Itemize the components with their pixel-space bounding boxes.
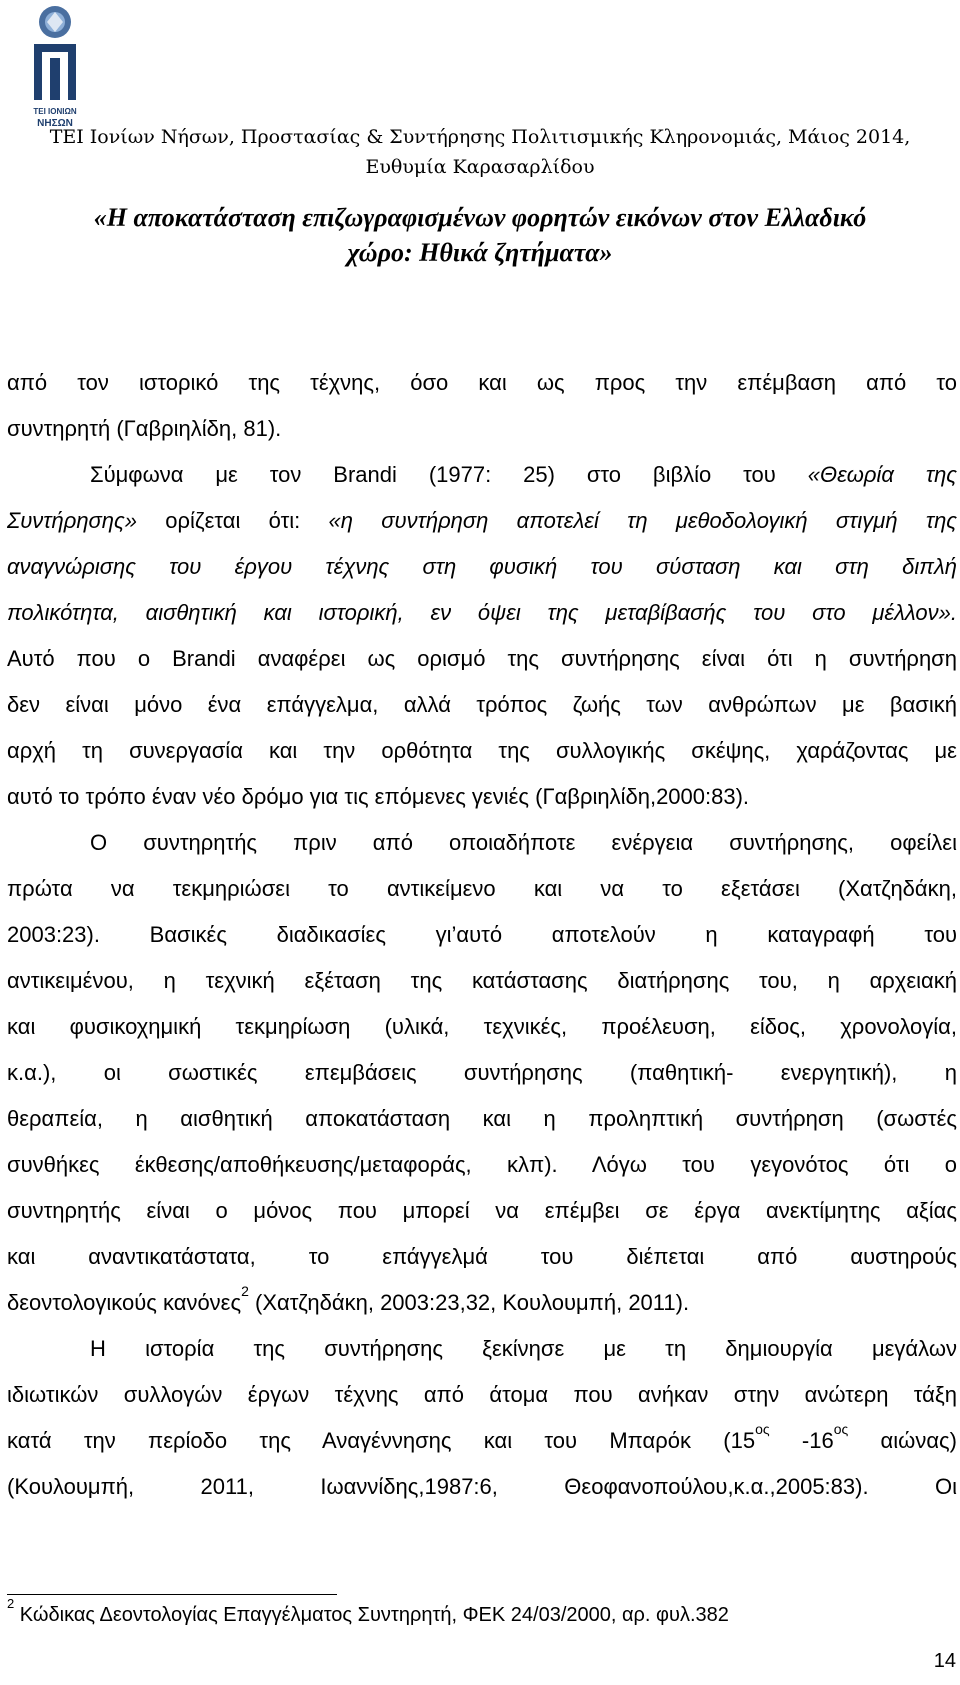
document-title-line-1: «Η αποκατάσταση επιζωγραφισμένων φορητών εικόνων στον Ελλαδικό bbox=[93, 203, 867, 232]
text-line: ιδιωτικών συλλογών έργων τέχνης από άτομα που ανήκαν στην ανώτερη τάξη bbox=[7, 1382, 957, 1407]
footnote-separator bbox=[7, 1594, 337, 1595]
header-author-line: Ευθυμία Καρασαρλίδου bbox=[365, 156, 595, 178]
text-line: και αναντικατάστατα, το επάγγελμά του διέπεται από αυστηρούς bbox=[7, 1244, 957, 1269]
document-title-line-2: χώρο: Ηθικά ζητήματα» bbox=[347, 238, 613, 267]
text-line: από τον ιστορικό της τέχνης, όσο και ως προς την επέμβαση από το bbox=[7, 370, 957, 395]
text-line: αρχή τη συνεργασία και την ορθότητα της συλλογικής σκέψης, χαράζοντας με bbox=[7, 738, 957, 763]
footnote-number: 2 bbox=[7, 1596, 15, 1612]
text-line: δεοντολογικούς κανόνες$^2$ (Χατζηδάκη, 2003:23,32, Κουλουμπή, 2011). bbox=[7, 1282, 690, 1315]
tei-ionian-islands-logo bbox=[28, 4, 82, 132]
text-line: κατά την περίοδο της Αναγέννησης και του Μπαρόκ ($15^{o\varsigma}$ $-16^{o\varsigma}$ αιώνας) bbox=[7, 1420, 957, 1453]
text-line: αυτό το τρόπο έναν νέο δρόμο για τις επόμενες γενιές (Γαβριηλίδη,2000:83). bbox=[7, 784, 750, 809]
body-text bbox=[7, 360, 957, 1510]
text-line: αναγνώρισης του έργου τέχνης στη φυσική του σύσταση και στη διπλή bbox=[7, 554, 957, 579]
text-line: συντηρητής είναι ο μόνος που μπορεί να επέμβει σε έργα ανεκτίμητης αξίας bbox=[7, 1198, 957, 1223]
text-line: αντικειμένου, η τεχνική εξέταση της κατάστασης διατήρησης του, η αρχειακή bbox=[7, 968, 957, 993]
text-line: και φυσικοχημική τεκμηρίωση (υλικά, τεχνικές, προέλευση, είδος, χρονολογία, bbox=[7, 1014, 957, 1039]
text-line: Αυτό που ο Brandi αναφέρει ως ορισμό της συντήρησης είναι ότι η συντήρηση bbox=[7, 646, 957, 671]
text-line: 2003:23). Βασικές διαδικασίες γι’αυτό αποτελούν η καταγραφή του bbox=[7, 922, 957, 947]
text-line: Η ιστορία της συντήρησης ξεκίνησε με τη δημιουργία μεγάλων bbox=[90, 1336, 957, 1361]
footnote-reference: 2 bbox=[241, 1282, 249, 1299]
svg-text:ΝΗΣΩΝ: ΝΗΣΩΝ bbox=[37, 118, 73, 129]
text-line: δεν είναι μόνο ένα επάγγελμα, αλλά τρόπος ζωής των ανθρώπων με βασική bbox=[7, 692, 957, 717]
header-institution-line: ΤΕΙ Ιονίων Νήσων, Προστασίας & Συντήρησης Πολιτισμικής Κληρονομιάς, Μάιος 2014, bbox=[49, 126, 911, 148]
text-line: (Κουλουμπή, 2011, Ιωαννίδης,1987:6, Θεοφανοπούλου,κ.α.,2005:83). Οι bbox=[7, 1474, 957, 1499]
text-line: θεραπεία, η αισθητική αποκατάσταση και η προληπτική συντήρηση (σωστές bbox=[7, 1106, 957, 1131]
text-line: συντηρητή (Γαβριηλίδη, 81). bbox=[7, 416, 282, 441]
text-line: πρώτα να τεκμηριώσει το αντικείμενο και να το εξετάσει (Χατζηδάκη, bbox=[7, 876, 957, 901]
text-line: Συντήρησης» ορίζεται ότι: «η συντήρηση αποτελεί τη μεθοδολογική στιγμή της bbox=[7, 508, 957, 533]
footnote: $^2$ Κώδικας Δεοντολογίας Επαγγέλματος Συντηρητή, ΦΕΚ 24/03/2000, αρ. φυλ.382 bbox=[7, 1596, 729, 1626]
page-number: 14 bbox=[933, 1650, 956, 1672]
text-line: Σύμφωνα με τον Brandi (1977: 25) στο βιβλίο του «Θεωρία της bbox=[90, 462, 957, 487]
text-line: συνθήκες έκθεσης/αποθήκευσης/μεταφοράς, κλπ). Λόγω του γεγονότος ότι ο bbox=[7, 1152, 957, 1177]
svg-text:ΤΕΙ ΙΟΝΙΩΝ: ΤΕΙ ΙΟΝΙΩΝ bbox=[33, 107, 77, 116]
text-line: κ.α.), οι σωστικές επεμβάσεις συντήρησης (παθητική- ενεργητική), η bbox=[7, 1060, 957, 1085]
text-line: Ο συντηρητής πριν από οποιαδήποτε ενέργεια συντήρησης, οφείλει bbox=[90, 830, 957, 855]
text-line: πολικότητα, αισθητική και ιστορική, εν όψει της μεταβίβασής του στο μέλλον». bbox=[7, 600, 957, 625]
